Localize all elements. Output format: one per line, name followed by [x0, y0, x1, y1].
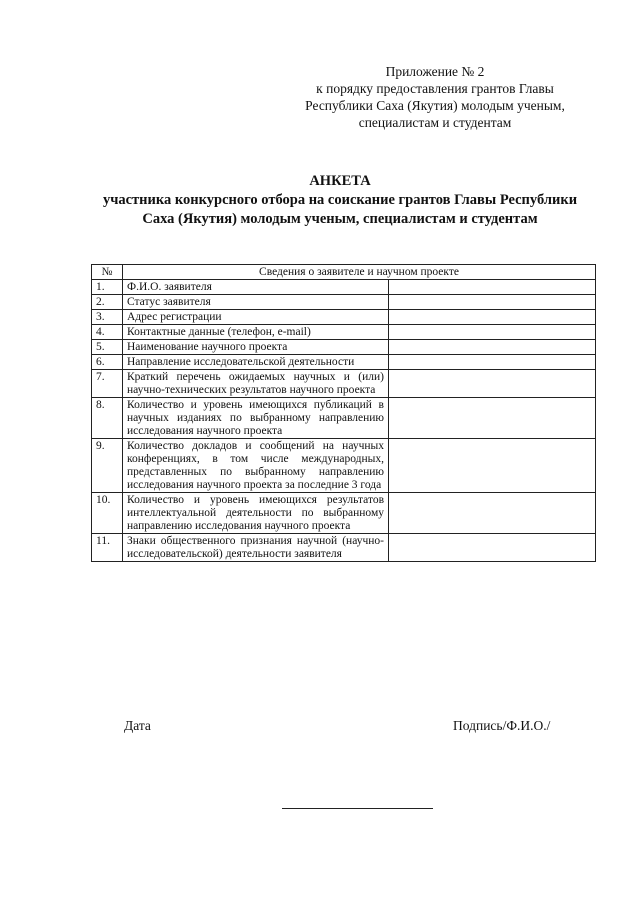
row-value-cell[interactable] [389, 398, 596, 439]
row-value-cell[interactable] [389, 439, 596, 493]
appendix-line: специалистам и студентам [358, 115, 512, 130]
table-row [92, 325, 596, 340]
appendix-note [285, 63, 585, 131]
row-label: Контактные данные (телефон, e-mail) [123, 325, 389, 340]
title-heading: АНКЕТА [309, 173, 371, 189]
title-subline: Саха (Якутия) молодым ученым, специалистам и студентам [142, 211, 538, 227]
appendix-line: Республики Саха (Якутия) молодым ученым, [305, 98, 565, 113]
row-value-cell[interactable] [389, 534, 596, 562]
row-value-cell[interactable] [389, 340, 596, 355]
row-label: Наименование научного проекта [123, 340, 389, 355]
row-number: 5. [92, 340, 123, 355]
row-number: 1. [92, 280, 123, 295]
document-title [60, 172, 620, 229]
row-value-cell[interactable] [389, 325, 596, 340]
row-label: Ф.И.О. заявителя [123, 280, 389, 295]
table-row [92, 439, 596, 493]
row-number: 10. [92, 493, 123, 534]
row-label: Направление исследовательской деятельности [123, 355, 389, 370]
table-row [92, 340, 596, 355]
table-row [92, 355, 596, 370]
appendix-line: Приложение № 2 [385, 64, 485, 79]
date-label: Дата [124, 718, 151, 733]
row-value-cell[interactable] [389, 280, 596, 295]
row-label: Количество докладов и сообщений на научных конференциях, в том числе международных, представленных по выбранному направлению исследования научного проекта за последние 3 года [123, 439, 389, 493]
table-row [92, 295, 596, 310]
questionnaire-table [91, 264, 596, 562]
row-label: Адрес регистрации [123, 310, 389, 325]
row-number: 6. [92, 355, 123, 370]
appendix-line: к порядку предоставления грантов Главы [316, 81, 554, 96]
table-row [92, 398, 596, 439]
row-number: 3. [92, 310, 123, 325]
title-subline: участника конкурсного отбора на соискание грантов Главы Республики [102, 192, 578, 208]
row-label: Количество и уровень имеющихся публикаций в научных изданиях по выбранному направлению исследования научного проекта [123, 398, 389, 439]
row-number: 7. [92, 370, 123, 398]
row-number: 2. [92, 295, 123, 310]
table-row [92, 280, 596, 295]
signature-line [282, 808, 433, 809]
row-label: Статус заявителя [123, 295, 389, 310]
column-header-number: № [92, 265, 123, 280]
row-label: Количество и уровень имеющихся результатов интеллектуальной деятельности по выбранному направлению исследования научного проекта [123, 493, 389, 534]
table-row [92, 493, 596, 534]
table-row [92, 310, 596, 325]
row-value-cell[interactable] [389, 493, 596, 534]
signature-label: Подпись/Ф.И.О./ [453, 718, 551, 733]
row-label: Знаки общественного признания научной (научно-исследовательской) деятельности заявителя [123, 534, 389, 562]
row-value-cell[interactable] [389, 370, 596, 398]
row-value-cell[interactable] [389, 355, 596, 370]
row-value-cell[interactable] [389, 295, 596, 310]
row-label: Краткий перечень ожидаемых научных и (или) научно-технических результатов научного проекта [123, 370, 389, 398]
table-header-row [92, 265, 596, 280]
table-row [92, 370, 596, 398]
row-number: 8. [92, 398, 123, 439]
row-number: 4. [92, 325, 123, 340]
row-number: 11. [92, 534, 123, 562]
row-value-cell[interactable] [389, 310, 596, 325]
column-header-info: Сведения о заявителе и научном проекте [123, 265, 596, 280]
table-row [92, 534, 596, 562]
row-number: 9. [92, 439, 123, 493]
